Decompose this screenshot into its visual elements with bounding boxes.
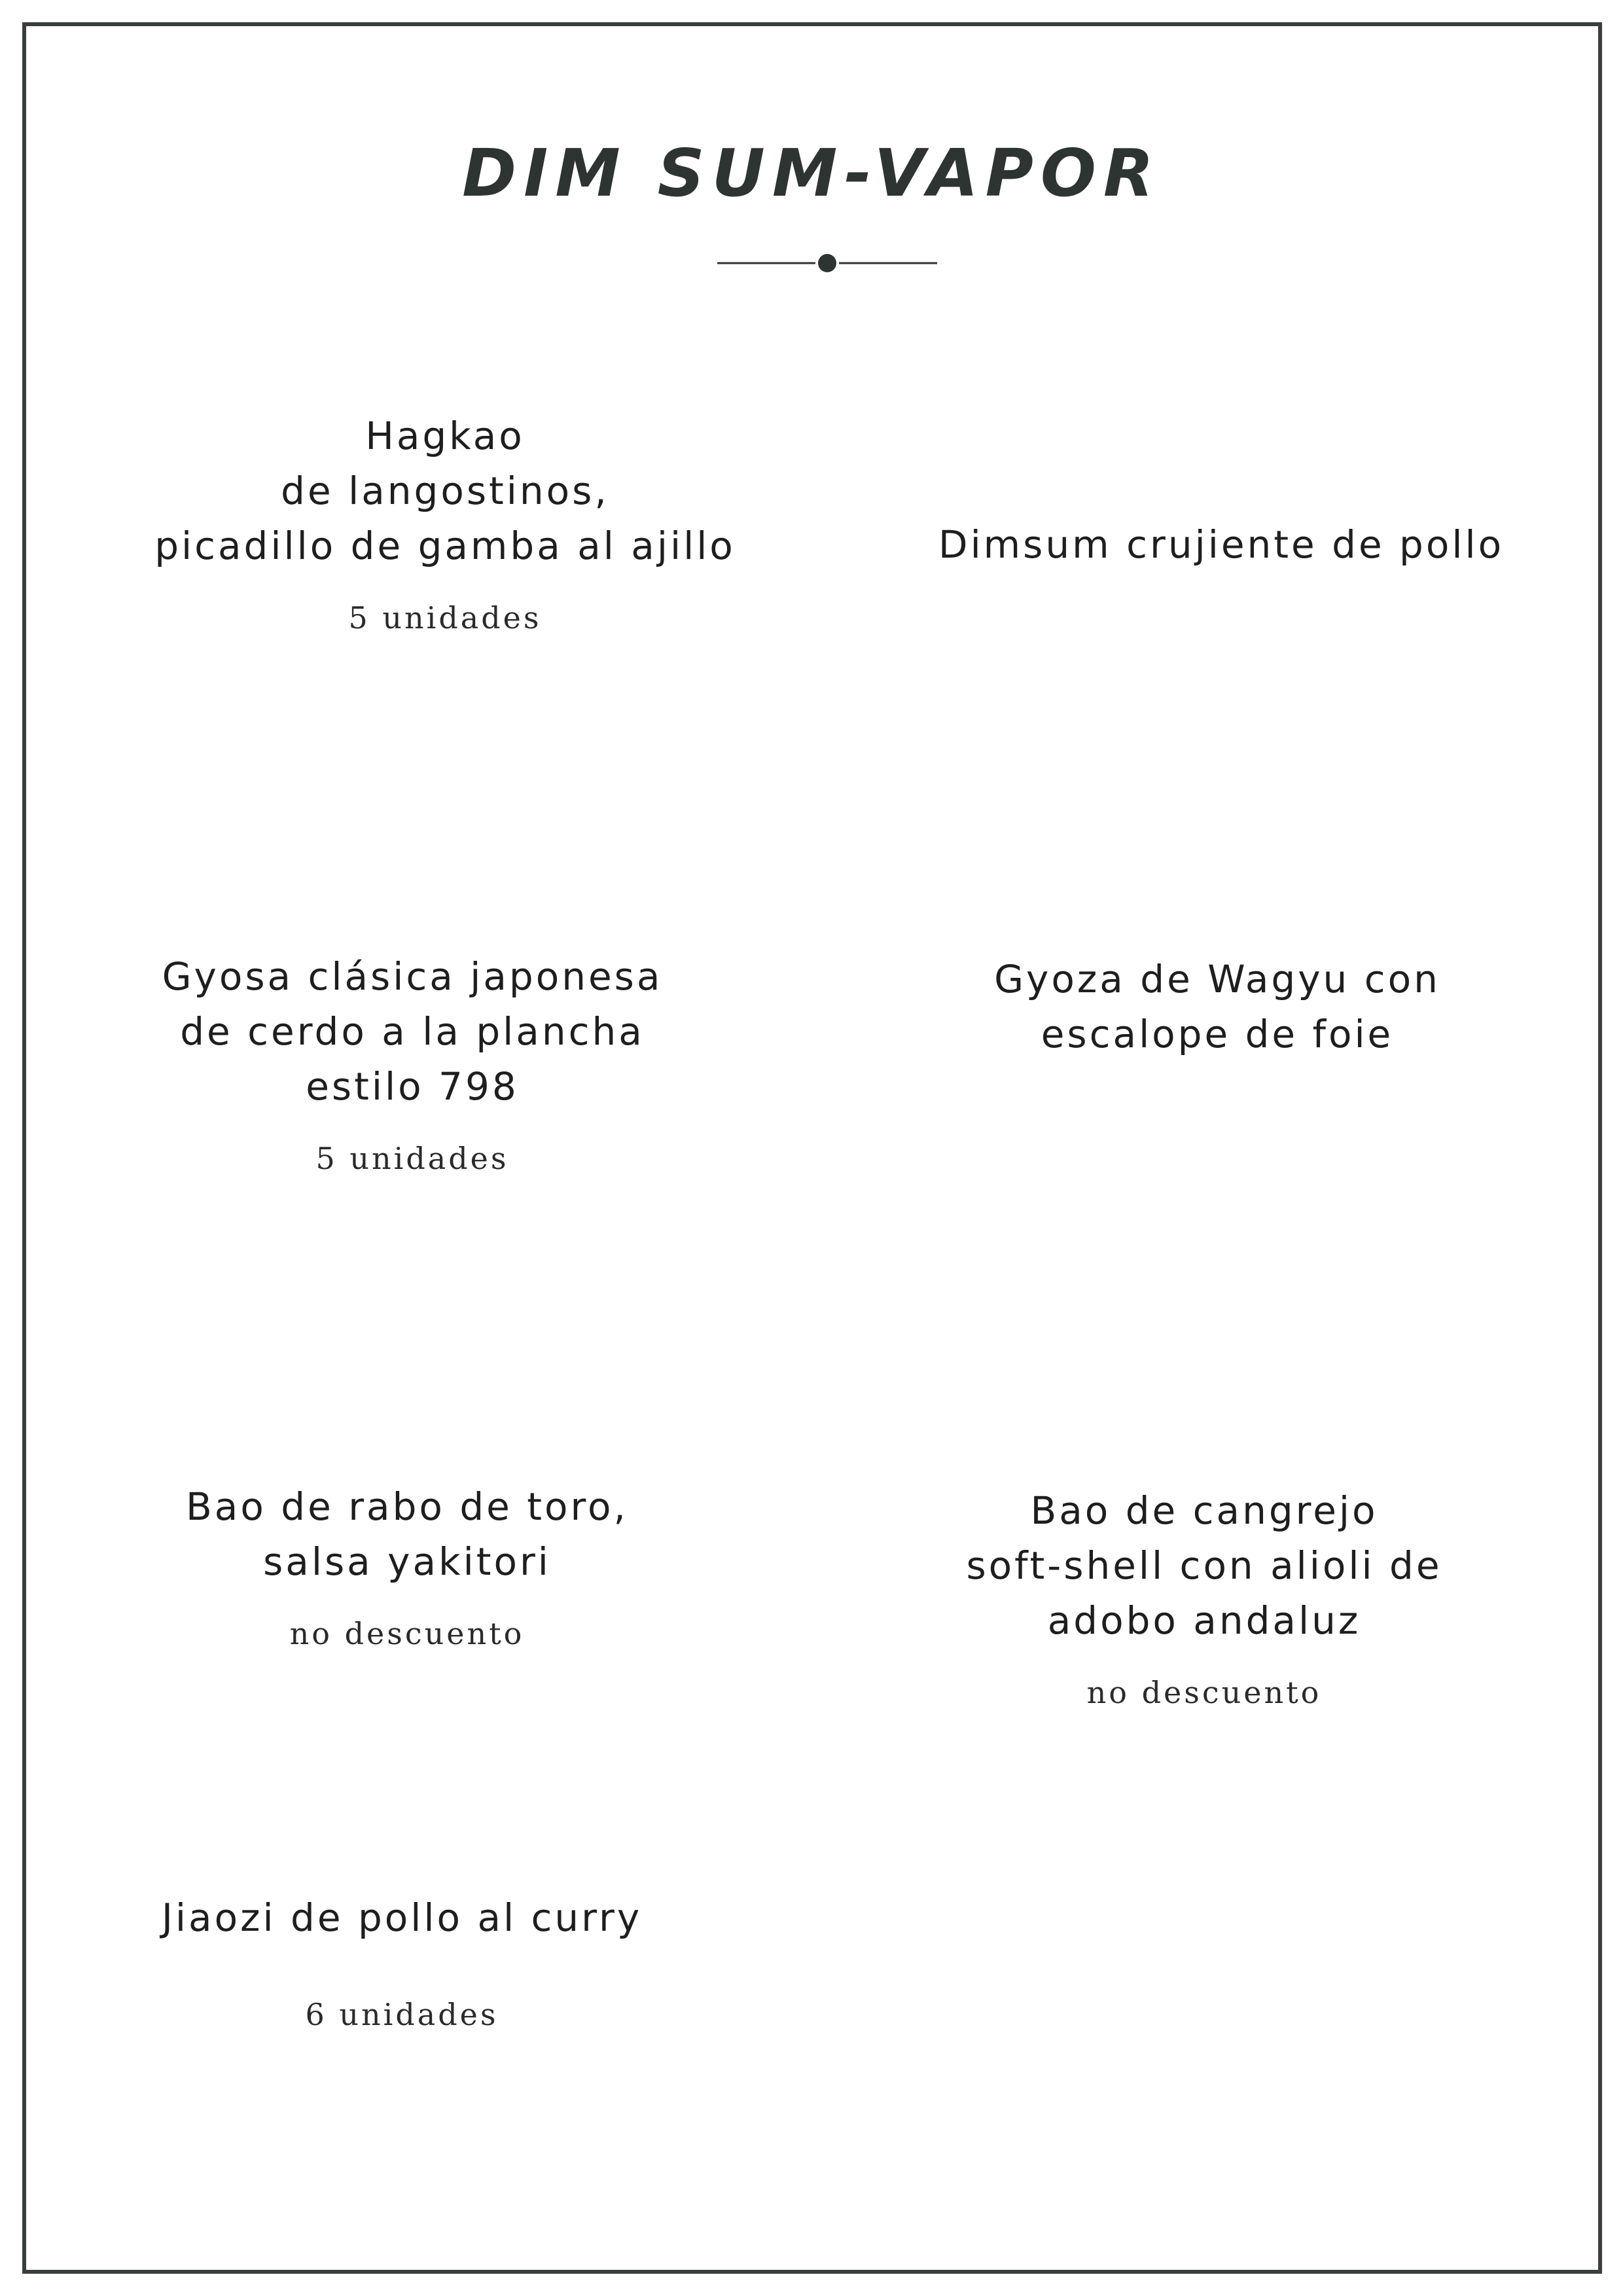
dish-name: Bao de cangrejo soft-shell con alioli de adobo andaluz — [966, 1488, 1442, 1643]
dish-item-hagkao — [118, 408, 772, 637]
dish-note: 5 unidades — [315, 1141, 509, 1176]
dish-name: Hagkao de langostinos, picadillo de gamba al ajillo — [154, 414, 736, 568]
dish-name: Gyosa clásica japonesa de cerdo a la plancha estilo 798 — [162, 954, 663, 1109]
title-divider-ornament — [717, 251, 937, 275]
dish-item-dimsum-crujiente — [894, 517, 1548, 572]
dish-note: 6 unidades — [305, 1997, 499, 2032]
dish-note: no descuento — [289, 1616, 525, 1651]
dish-name: Dimsum crujiente de pollo — [938, 522, 1505, 567]
dish-item-gyosa-clasica — [85, 949, 740, 1178]
dish-item-bao-cangrejo — [877, 1483, 1531, 1712]
menu-title: DIM SUM-VAPOR — [462, 135, 1161, 211]
dish-item-bao-rabo-toro — [80, 1479, 734, 1653]
dish-name: Gyoza de Wagyu con escalope de foie — [994, 957, 1440, 1056]
dish-note: 5 unidades — [348, 600, 542, 636]
dish-name: Jiaozi de pollo al curry — [161, 1895, 643, 1940]
dish-item-jiaozi — [75, 1890, 729, 2034]
dish-item-gyoza-wagyu — [890, 952, 1544, 1062]
dish-name: Bao de rabo de toro, salsa yakitori — [186, 1484, 628, 1584]
dish-note: no descuento — [1086, 1675, 1322, 1710]
